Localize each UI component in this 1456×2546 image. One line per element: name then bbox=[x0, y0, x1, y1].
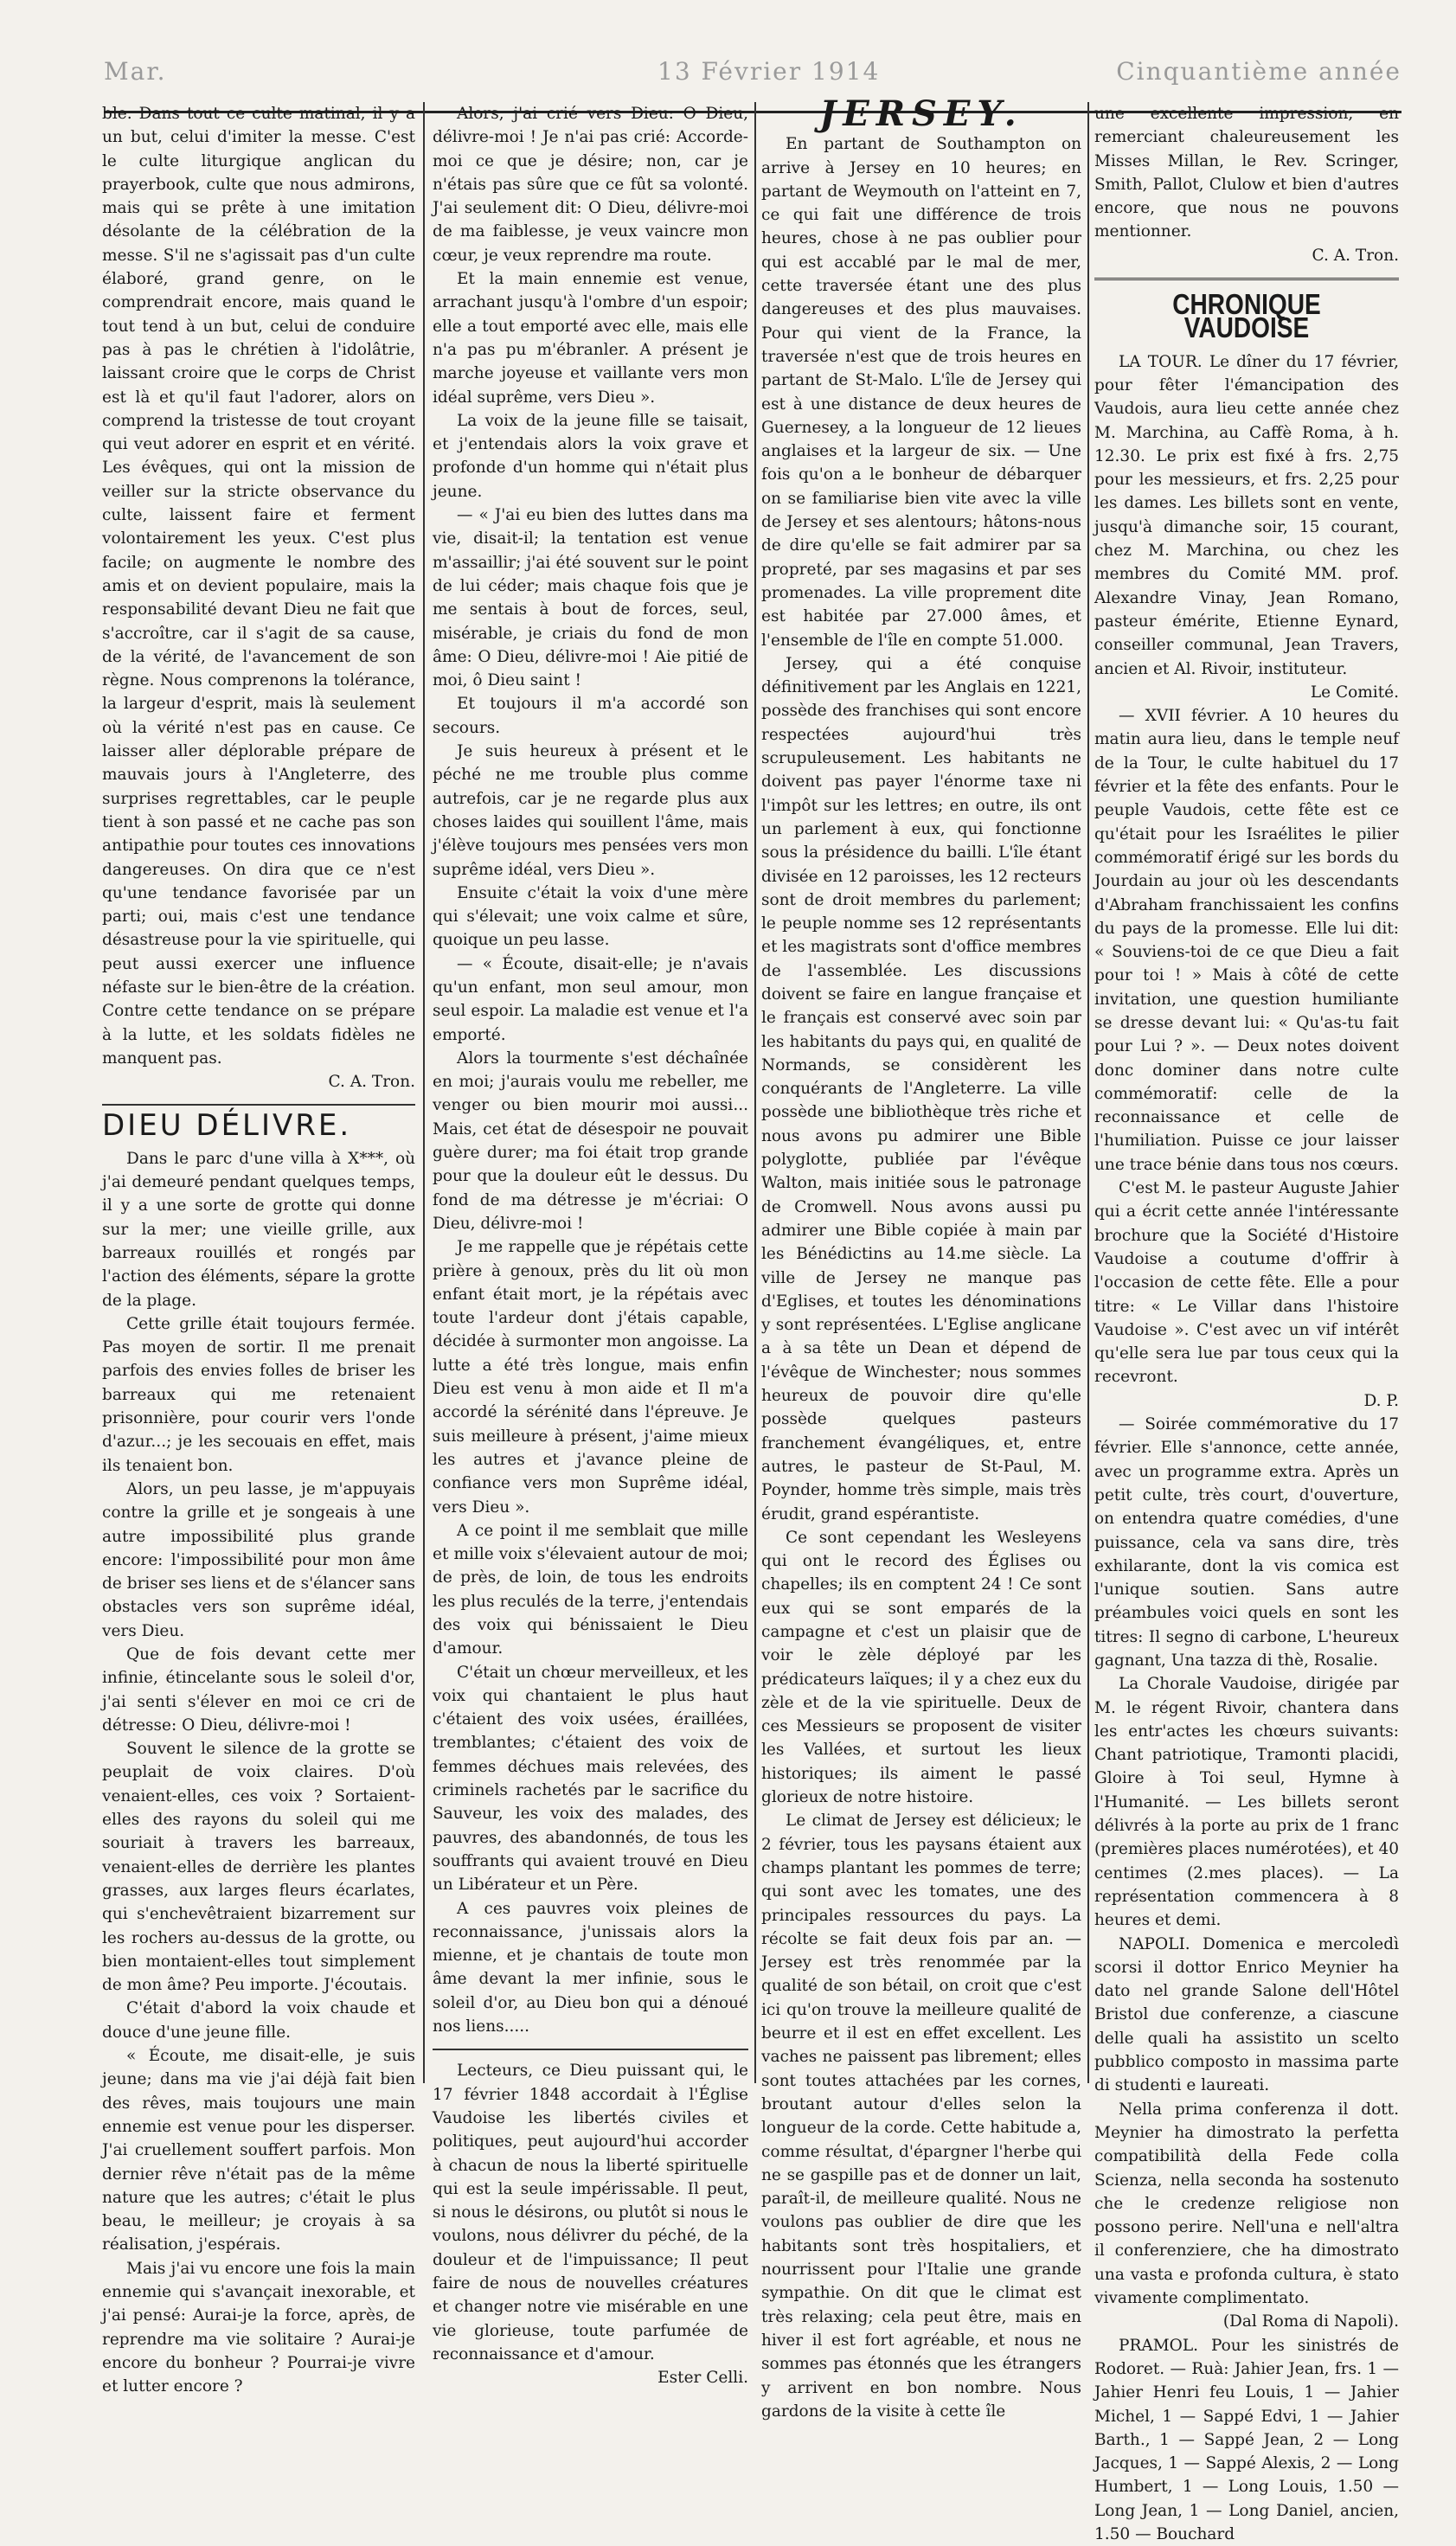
article-paragraph: — XVII février. A 10 heures du matin aura lieu, dans le temple neuf de la Tour, le culte habituel du 17 février et la fête des enfants. Pour le peuple Vaudois, cette fête est ce qu'était pour les Israélites le pilier commémoratif érigé sur les bords du Jourdain au jour où les descendants d'Abraham franchissaient les confins du pays de la promesse. Elle lui dit: « Souviens-toi de ce que Dieu a fait pour toi ! » Mais à côté de cette invitation, une question humiliante se dresse devant lui: « Qu'as-tu fait pour Lui ? ». — Deux notes doivent donc dominer dans notre culte commémoratif: celle de la reconnaissance et celle de l'humiliation. Puisse ce jour laisser une trace bénie dans tous nos cœurs. bbox=[1094, 707, 1399, 1174]
article-paragraph: NAPOLI. Domenica e mercoledì scorsi il dottor Enrico Meynier ha dato nel grande Salone dell'Hôtel Bristol due conferenze, a ciascune delle quali ha assistito un scelto pubblico composto in massima parte di studenti e laureati. bbox=[1094, 1934, 1399, 2095]
article-paragraph: La voix de la jeune fille se taisait, et j'entendais alors la voix grave et profonde d'un homme qui n'était plus jeune. bbox=[433, 411, 748, 501]
signature: Ester Celli. bbox=[657, 2369, 748, 2388]
article-paragraph: PRAMOL. Pour les sinistrés de Rodoret. — Ruà: Jahier Jean, frs. 1 — Jahier Henri feu Louis, 1 — Jahier Michel, 1 — Sappé Edvi, 1 — Jahier Barth., 1 — Sappé Jean, 2 — Long Jacques, 1 — Sappé Alexis, 2 — Long Humbert, 1 — Long Louis, 1.50 — Long Jean, 1 — Long Daniel, ancien, 1.50 — Bouchard bbox=[1094, 2336, 1399, 2543]
article-paragraph: C'était d'abord la voix chaude et douce d'une jeune fille. bbox=[102, 1999, 415, 2042]
article-paragraph: Souvent le silence de la grotte se peuplait de voix claires. D'où venaient-elles, ces voix ? Sortaient-elles des rayons du soleil qui me souriait à travers les barreaux, venaient-elles de derrière les plantes grasses, aux larges fleurs écarlates, qui s'enchevêtraient bizarrement sur les rochers au-dessus de la grotte, ou bien montaient-elles tout simplement de mon âme? Peu importe. J'écoutais. bbox=[102, 1740, 415, 1995]
article-paragraph: LA TOUR. Le dîner du 17 février, pour fêter l'émancipation des Vaudois, aura lieu cette année chez M. Marchina, au Caffè Roma, à h. 12.30. Le prix est fixé à frs. 2,75 pour les messieurs, et frs. 2,25 pour les dames. Les billets sont en vente, jusqu'à dimanche soir, 15 courant, chez M. Marchina, ou chez les membres du Comité MM. prof. Alexandre Vinay, Jean Romano, pasteur émérite, Etienne Eynard, conseiller communal, Jean Travers, ancien et Al. Rivoir, instituteur. bbox=[1094, 352, 1399, 678]
article-paragraph: Le climat de Jersey est délicieux; le 2 février, tous les paysans étaient aux champs plantant les pommes de terre; qui sont avec les tomates, une des principales ressources du pays. La récolte se fait deux fois par an. — Jersey est très renommée par la qualité de son bétail, on croit que c'est ici qu'on trouve la meilleure qualité de beurre et il est en effet excellent. Les vaches ne paissent pas librement; elles sont toutes attachées par les cornes, broutant autour d'elles selon la longueur de la corde. Cette habitude a, comme résultat, d'épargner l'herbe qui ne se gaspille pas et de donner un lait, paraît-il, de meilleure qualité. Nous ne voulons pas oublier de dire que les habitants sont très hospitaliers, et nourrissent pour l'Italie une grande sympathie. On dit que le climat est très relaxing; cela peut être, mais en hiver il est fort agréable, et nous ne sommes pas étonnés que les étrangers y arrivent en bon nombre. Nous gardons de la visite à cette île bbox=[761, 1812, 1081, 2421]
article-paragraph: — « J'ai eu bien des luttes dans ma vie, disait-il; la tentation est venue m'assaillir; j'ai été souvent sur le point de lui céder; mais chaque fois que je me sentais à bout de forces, seul, misérable, je criais du fond de mon âme: O Dieu, délivre-moi ! Aie pitié de moi, ô Dieu saint ! bbox=[433, 506, 748, 690]
column-2 bbox=[433, 102, 748, 2388]
article-paragraph: Cette grille était toujours fermée. Pas moyen de sortir. Il me prenait parfois des envies folles de briser les barreaux qui me retenaient prisonnière, pour courir vers l'onde d'azur...; je les secouais en effet, mais ils tenaient bon. bbox=[102, 1314, 415, 1475]
article-paragraph: C'est M. le pasteur Auguste Jahier qui a écrit cette année l'intéressante brochure que la Société d'Histoire Vaudoise a coutume d'offrir à l'occasion de cette fête. Elle a pour titre: « Le Villar dans l'histoire Vaudoise ». C'est avec un vif intérêt qu'elle sera lue par tous ceux qui la recevront. bbox=[1094, 1179, 1399, 1387]
signature: C. A. Tron. bbox=[328, 1073, 415, 1092]
signature: (Dal Roma di Napoli). bbox=[1222, 2312, 1399, 2331]
header-date: 13 Février 1914 bbox=[657, 57, 881, 86]
article-paragraph: C'était un chœur merveilleux, et les voix qui chantaient le plus haut c'étaient des voix usées, éraillées, tremblantes; c'étaient des voix de femmes déchues mais relevées, des criminels rachetés par le sacrifice du Sauveur, les voix des malades, des pauvres, des abandonnés, de tous les souffrants qui avaient trouvé en Dieu un Libérateur et un Père. bbox=[433, 1663, 748, 1895]
article-paragraph: Alors, j'ai crié vers Dieu: O Dieu, délivre-moi ! Je n'ai pas crié: Accorde-moi ce que je désire; non, car je n'étais pas sûre que ce fût sa volonté. J'ai seulement dit: O Dieu, délivre-moi de ma faiblesse, je veux vaincre mon cœur, je veux reprendre ma route. bbox=[433, 105, 748, 265]
article-paragraph: une excellente impression, en remerciant chaleureusement les Misses Millan, le Rev. Scringer, Smith, Pallot, Clulow et bien d'autres encore, que nous ne pouvons mentionner. bbox=[1094, 105, 1399, 241]
article-paragraph: Nella prima conferenza il dott. Meynier ha dimostrato la perfetta compatibilità della Fede colla Scienza, nella seconda ha sostenuto che le credenze religiose non possono perire. Nell'una e nell'altra il conferenziere, che ha dimostrato una vasta e profonda cultura, è stato vivamente complimentato. bbox=[1094, 2100, 1399, 2308]
article-paragraph: A ce point il me semblait que mille et mille voix s'élevaient autour de moi; de près, de loin, de tous les endroits les plus reculés de la terre, j'entendais des voix qui bénissaient le Dieu d'amour. bbox=[433, 1521, 748, 1658]
article-paragraph: Et la main ennemie est venue, arrachant jusqu'à l'ombre d'un espoir; elle a tout emporté avec elle, mais elle n'a pas pu m'ébranler. A présent je marche joyeuse et vaillante vers mon idéal suprême, vers Dieu ». bbox=[433, 270, 748, 407]
article-paragraph: Alors, un peu lasse, je m'appuyais contre la grille et je songeais à une autre impossibilité plus grande encore: l'impossibilité pour mon âme de briser ses liens et de s'élancer sans obstacles vers son suprême idéal, vers Dieu. bbox=[102, 1479, 415, 1640]
article-paragraph: Alors la tourmente s'est déchaînée en moi; j'aurais voulu me rebeller, me venger ou bien mourir moi aussi... Mais, cet état de désespoir ne pouvait guère durer; ma foi était trop grande pour que la douleur eût le dessus. Du fond de ma détresse je m'écriai: O Dieu, délivre-moi ! bbox=[433, 1049, 748, 1233]
section-divider bbox=[1094, 278, 1399, 280]
article-paragraph: Ensuite c'était la voix d'une mère qui s'élevait; une voix calme et sûre, quoique un peu lasse. bbox=[433, 883, 748, 950]
article-paragraph: Lecteurs, ce Dieu puissant qui, le 17 février 1848 accordait à l'Église Vaudoise les libertés civiles et politiques, peut aujourd'hui accorder à chacun de nous la liberté spirituelle qui est la seule impérissable. Il peut, si nous le désirons, ou plutôt si nous le voulons, nous délivrer du péché, de la douleur et de l'impuissance; Il peut faire de nous de nouvelles créatures et changer notre vie misérable en une vie glorieuse, toute parfumée de reconnaissance et d'amour. bbox=[433, 2062, 748, 2363]
article-paragraph: — « Écoute, disait-elle; je n'avais qu'un enfant, mon seul amour, mon seul espoir. La maladie est venue et l'a emporté. bbox=[433, 954, 748, 1044]
section-divider bbox=[102, 1104, 415, 1106]
article-paragraph: ble. Dans tout ce culte matinal, il y a un but, celui d'imiter la messe. C'est le culte liturgique anglican du prayerbook, culte que nous admirons, mais qui se prête à une imitation désolante de la célébration de la messe. S'il ne s'agissait pas d'un culte élaboré, grand genre, on le comprendrait encore, mais quand le tout tend à un but, celui de conduire pas à pas le chrétien à l'idolâtrie, laissant croire que le corps de Christ est là et qu'il faut l'adorer, alors on comprend la tristesse de tout croyant qui veut adorer en esprit et en vérité. Les évêques, qui ont la mission de veiller sur la stricte observance du culte, laissent faire et ferment volontairement les yeux. C'est plus facile; on augmente le nombre des amis et on devient populaire, mais la responsabilité devant Dieu ne fait que s'accroître, car il s'agit de sa cause, de la vérité, de l'avancement de son règne. Nous comprenons la tolérance, la largeur d'esprit, mais là seulement où la vérité n'est pas en cause. Ce laisser aller déplorable prépare de mauvais jours à l'Angleterre, des surprises regrettables, car le peuple tient à son passé et ne cache pas son antipathie pour toutes ces innovations dangereuses. On dira que ce n'est qu'une tendance favorisée par un parti; oui, mais c'est une tendance désastreuse pour la vie spirituelle, qui peut aussi exercer une influence néfaste sur le bien-être de la création. Contre cette tendance on se prépare à la lutte, et les soldats fidèles ne manquent pas. bbox=[102, 105, 415, 1068]
article-paragraph: En partant de Southampton on arrive à Jersey en 10 heures; en partant de Weymouth on l'atteint en 7, ce qui fait une différence de trois heures, chose à ne pas oublier pour qui est accablé par le mal de mer, cette traversée étant une des plus dangereuses et des plus mauvaises. Pour qui vient de la France, la traversée n'est que de trois heures en partant de St-Malo. L'île de Jersey qui est à une distance de deux heures de Guernesey, a la longueur de 12 lieues anglaises et la largeur de six. — Une fois qu'on a le bonheur de débarquer on se familiarise bien vite avec la ville de Jersey et ses alentours; hâtons-nous de dire qu'elle se fait admirer par sa propreté, par ses magasins et par ses promenades. La ville proprement dite est habitée par 27.000 âmes, et l'ensemble de l'île en compte 51.000. bbox=[761, 135, 1081, 650]
header-left: Mar. bbox=[104, 57, 167, 86]
signature: D. P. bbox=[1363, 1391, 1399, 1410]
article-paragraph: Ce sont cependant les Wesleyens qui ont le record des Églises ou chapelles; ils en comptent 24 ! Ce sont eux qui se sont emparés de la campagne et c'est un plaisir que de voir le zèle déployé par les prédicateurs laïques; il y a chez eux du zèle et de la vie spirituelle. Deux de ces Messieurs se proposent de visiter les Vallées, et surtout les lieux historiques; ils aiment le passé glorieux de notre histoire. bbox=[761, 1528, 1081, 1807]
column-4 bbox=[1094, 102, 1399, 2543]
article-paragraph: Mais j'ai vu encore une fois la main ennemie qui s'avançait inexorable, et j'ai pensé: Aurai-je la force, après, de reprendre ma vie solitaire ? Aurai-je encore du bonheur ? Pourrai-je vivre et lutter encore ? bbox=[102, 2259, 415, 2396]
article-paragraph: Je me rappelle que je répétais cette prière à genoux, près du lit où mon enfant était mort, je la répétais avec toute l'ardeur dont j'étais capable, décidée à surmonter mon angoisse. La lutte a été très longue, mais enfin Dieu est venu à mon aide et Il m'a accordé la sérénité dans l'épreuve. Je suis meilleure à présent, j'aime mieux les autres et j'avance pleine de confiance vers mon Suprême idéal, vers Dieu ». bbox=[433, 1238, 748, 1517]
column-rule bbox=[1087, 102, 1089, 2083]
article-paragraph: Je suis heureux à présent et le péché ne me trouble plus comme autrefois, car je ne regarde plus aux choses laides qui souillent l'âme, mais j'élève toujours mes pensées vers mon suprême idéal, vers Dieu ». bbox=[433, 742, 748, 879]
article-paragraph: A ces pauvres voix pleines de reconnaissance, j'unissais alors la mienne, et je chantais de toute mon âme devant la mer infinie, sous le soleil d'or, au Dieu bon qui a dénoué nos liens..... bbox=[433, 1899, 748, 2036]
article-paragraph: « Écoute, me disait-elle, je suis jeune; dans ma vie j'ai déjà fait bien des rêves, mais toujours une main ennemie est venue pour les disperser. J'ai cruellement souffert parfois. Mon dernier rêve n'était pas de la même nature que les autres; c'était le plus beau, le meilleur; je croyais à sa réalisation, j'espérais. bbox=[102, 2047, 415, 2254]
section-title: CHRONIQUE VAUDOISE bbox=[1172, 288, 1321, 344]
column-1 bbox=[102, 102, 415, 2396]
column-3 bbox=[761, 93, 1081, 2421]
article-paragraph: — Soirée commémorative du 17 février. Elle s'annonce, cette année, avec un programme extra. Après un petit culte, très court, d'ouverture, on entendra quatre comédies, d'une puissance, cela va sans dire, très exhilarante, dont la vis comica est l'unique soutien. Sans autre préambules voici quels en sont les titres: Il segno di carbone, L'heureux gagnant, Una tazza di thè, Rosalie. bbox=[1094, 1415, 1399, 1670]
section-title: JERSEY. bbox=[819, 93, 1023, 134]
section-divider bbox=[433, 2049, 748, 2050]
column-rule bbox=[754, 102, 756, 2083]
section-title: DIEU DÉLIVRE. bbox=[102, 1108, 352, 1144]
article-paragraph: Jersey, qui a été conquise définitivement par les Anglais en 1221, possède des franchises qui sont encore respectées aujourd'hui très scrupuleusement. Les habitants ne doivent pas payer l'énorme taxe ni l'impôt sur les lettres; en outre, ils ont un parlement à eux, qui fonctionne sous la présidence du bailli. L'île étant divisée en 12 paroisses, les 12 recteurs sont de droit membres du parlement; le peuple nomme ses 12 représentants et les magistrats sont d'office membres de l'assemblée. Les discussions doivent se faire en langue française et le français est conservé avec soin par les habitants du pays qui, en qualité de Normands, se considèrent les conquérants de l'Angleterre. La ville possède une bibliothèque très riche et nous avons pu admirer une Bible polyglotte, publiée par l'évêque Walton, mais initiée sous le patronage de Cromwell. Nous avons aussi pu admirer une Bible copiée à main par les Bénédictins au 14.me siècle. La ville de Jersey ne manque pas d'Eglises, et toutes les dénominations y sont représentées. L'Eglise anglicane a à sa tête un Dean et dépend de l'évêque de Winchester; nous sommes heureux de pouvoir dire qu'elle possède quelques pasteurs franchement évangéliques, et, entre autres, le pasteur de St-Paul, M. Poynder, homme très simple, mais très érudit, grand espérantiste. bbox=[761, 654, 1081, 1523]
article-paragraph: Que de fois devant cette mer infinie, étincelante sous le soleil d'or, j'ai senti s'élever en moi ce cri de détresse: O Dieu, délivre-moi ! bbox=[102, 1645, 415, 1735]
signature: C. A. Tron. bbox=[1312, 246, 1399, 265]
signature: Le Comité. bbox=[1310, 683, 1399, 702]
article-paragraph: Et toujours il m'a accordé son secours. bbox=[433, 695, 748, 737]
column-rule bbox=[423, 102, 425, 2083]
article-paragraph: La Chorale Vaudoise, dirigée par M. le régent Rivoir, chantera dans les entr'actes les chœurs suivants: Chant patriotique, Tramonti placidi, Gloire à Toi seul, Hymne à l'Humanité. — Les billets seront délivrés à la porte au prix de 1 franc (premières places numérotées), et 40 centimes (2.mes places). — La représentation commencera à 8 heures et demi. bbox=[1094, 1675, 1399, 1930]
header-volume: Cinquantième année bbox=[1116, 57, 1401, 86]
article-paragraph: Dans le parc d'une villa à X***, où j'ai demeuré pendant quelques temps, il y a une sorte de grotte qui donne sur la mer; une vieille grille, aux barreaux rouillés et rongés par l'action des éléments, sépare la grotte de la plage. bbox=[102, 1149, 415, 1310]
